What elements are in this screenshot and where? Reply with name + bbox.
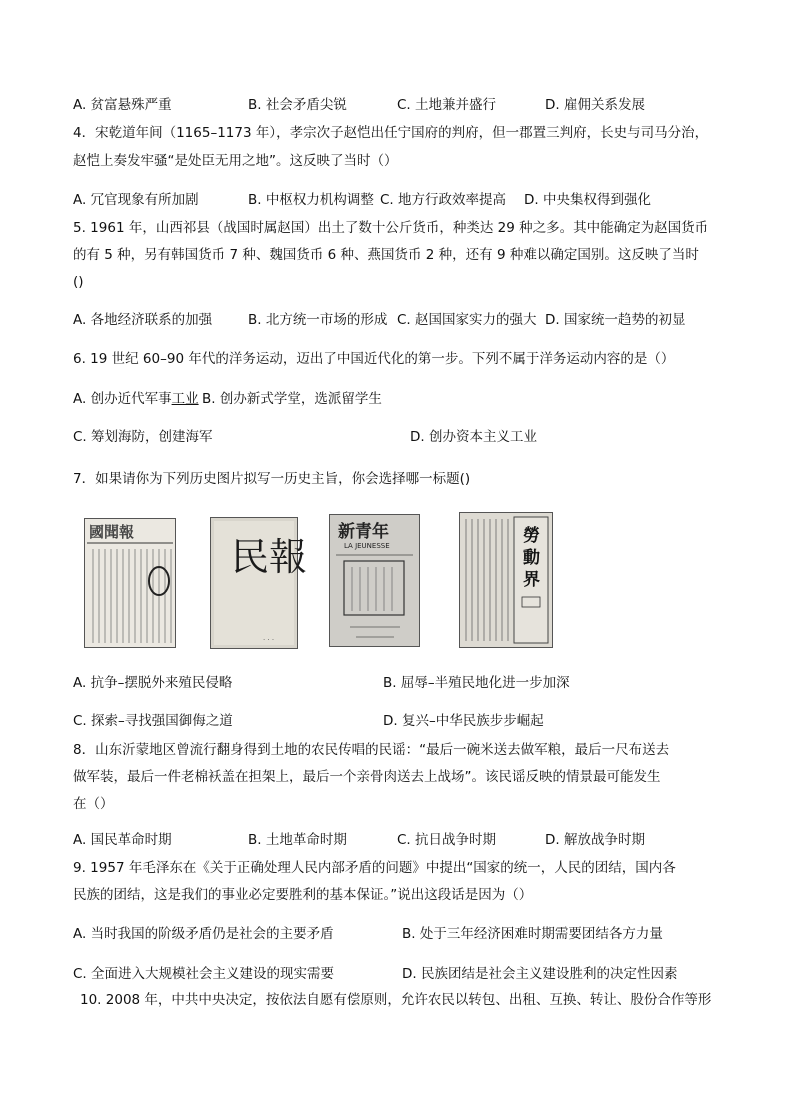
q5-stem-line2: 的有 5 种，另有韩国货币 7 种、魏国货币 6 种、燕国货币 2 种，还有 9 种难以确定国别。这反映了当时: [73, 247, 699, 263]
q3-option-a: A. 贫富悬殊严重: [73, 97, 172, 113]
q4-stem-line1: 4．宋乾道年间（1165–1173 年），孝宗次子赵恺出任宁国府的判府，但一郡置三判府，长史与司马分治，: [73, 125, 709, 141]
q5-option-a: A. 各地经济联系的加强: [73, 312, 213, 328]
q8-option-b: B. 土地革命时期: [248, 832, 347, 848]
svg-text:· · ·: · · ·: [263, 636, 275, 644]
q7-option-b: B. 屈辱–半殖民地化进一步加深: [383, 675, 570, 691]
q3-option-d: D. 雇佣关系发展: [545, 97, 645, 113]
q7-option-c: C. 探索–寻找强国御侮之道: [73, 713, 233, 729]
q4-option-a: A. 冗官现象有所加剧: [73, 192, 199, 208]
q3-option-c: C. 土地兼并盛行: [397, 97, 497, 113]
q8-stem-line1: 8．山东沂蒙地区曾流行翻身得到土地的农民传唱的民谣：“最后一碗米送去做军粮，最后一尺布送去: [73, 742, 670, 758]
q5-stem-line3: (): [73, 274, 84, 290]
q8-option-d: D. 解放战争时期: [545, 832, 645, 848]
q5-stem-line1: 5. 1961 年，山西祁县（战国时属赵国）出土了数十公斤货币，种类达 29 种之多。其中能确定为赵国货币: [73, 220, 709, 236]
q6-option-b: B. 创办新式学堂，选派留学生: [202, 391, 382, 407]
q8-stem-line2: 做军装，最后一件老棉袄盖在担架上，最后一个亲骨肉送去上战场”。该民谣反映的情景最可能发生: [73, 769, 661, 785]
guowen-bao-masthead: 國聞報: [89, 523, 135, 541]
q9-option-d: D. 民族团结是社会主义建设胜利的决定性因素: [402, 966, 678, 982]
q4-stem-line2: 赵恺上奏发牢骚“是处臣无用之地”。这反映了当时（）: [73, 153, 398, 169]
q5-option-d: D. 国家统一趋势的初显: [545, 312, 686, 328]
q7-stem: 7．如果请你为下列历史图片拟写一历史主旨，你会选择哪一标题(): [73, 471, 471, 487]
q6-option-a-underlined: 工业: [171, 391, 199, 407]
q8-stem-line3: 在（）: [73, 796, 114, 812]
q9-option-b: B. 处于三年经济困难时期需要团结各方力量: [402, 926, 663, 942]
q7-option-a: A. 抗争–摆脱外来殖民侵略: [73, 675, 233, 691]
q6-stem: 6. 19 世纪 60–90 年代的洋务运动，迈出了中国近代化的第一步。下列不属于洋务运动内容的是（）: [73, 351, 675, 367]
q4-option-c: C. 地方行政效率提高: [380, 192, 507, 208]
q8-option-c: C. 抗日战争时期: [397, 832, 497, 848]
min-bao-image: [210, 517, 308, 649]
q6-option-a-text: A. 创办近代军事: [73, 391, 172, 407]
q4-option-d: D. 中央集权得到强化: [524, 192, 651, 208]
q4-option-b: B. 中枢权力机构调整: [248, 192, 374, 208]
q8-option-a: A. 国民革命时期: [73, 832, 172, 848]
q9-stem-line2: 民族的团结，这是我们的事业必定要胜利的基本保证。”说出这段话是因为（）: [73, 887, 533, 903]
laodong-jie-char-2: 動: [523, 548, 540, 568]
q3-option-b: B. 社会矛盾尖锐: [248, 97, 347, 113]
q9-option-a: A. 当时我国的阶级矛盾仍是社会的主要矛盾: [73, 926, 334, 942]
xin-qingnian-masthead: 新青年: [338, 522, 389, 542]
q6-option-d: D. 创办资本主义工业: [410, 429, 537, 445]
q5-option-b: B. 北方统一市场的形成: [248, 312, 388, 328]
q9-stem-line1: 9. 1957 年毛泽东在《关于正确处理人民内部矛盾的问题》中提出“国家的统一，人民的团结，国内各: [73, 860, 676, 876]
q9-option-c: C. 全面进入大规模社会主义建设的现实需要: [73, 966, 335, 982]
min-bao-masthead: 民報: [231, 535, 308, 579]
q7-option-d: D. 复兴–中华民族步步崛起: [383, 713, 544, 729]
q5-option-c: C. 赵国国家实力的强大: [397, 312, 537, 328]
guowen-bao-image: [84, 518, 176, 648]
q6-option-c: C. 筹划海防，创建海军: [73, 429, 213, 445]
laodong-jie-char-3: 界: [523, 570, 540, 590]
laodong-jie-image: [459, 512, 553, 648]
xin-qingnian-image: [329, 514, 420, 647]
laodong-jie-char-1: 勞: [523, 526, 540, 546]
q10-stem-line1: 10. 2008 年，中共中央决定，按依法自愿有偿原则，允许农民以转包、出租、互换、转让、股份合作等形: [80, 992, 712, 1008]
xin-qingnian-subtitle: LA JEUNESSE: [344, 542, 390, 550]
q6-option-a: [73, 390, 199, 408]
